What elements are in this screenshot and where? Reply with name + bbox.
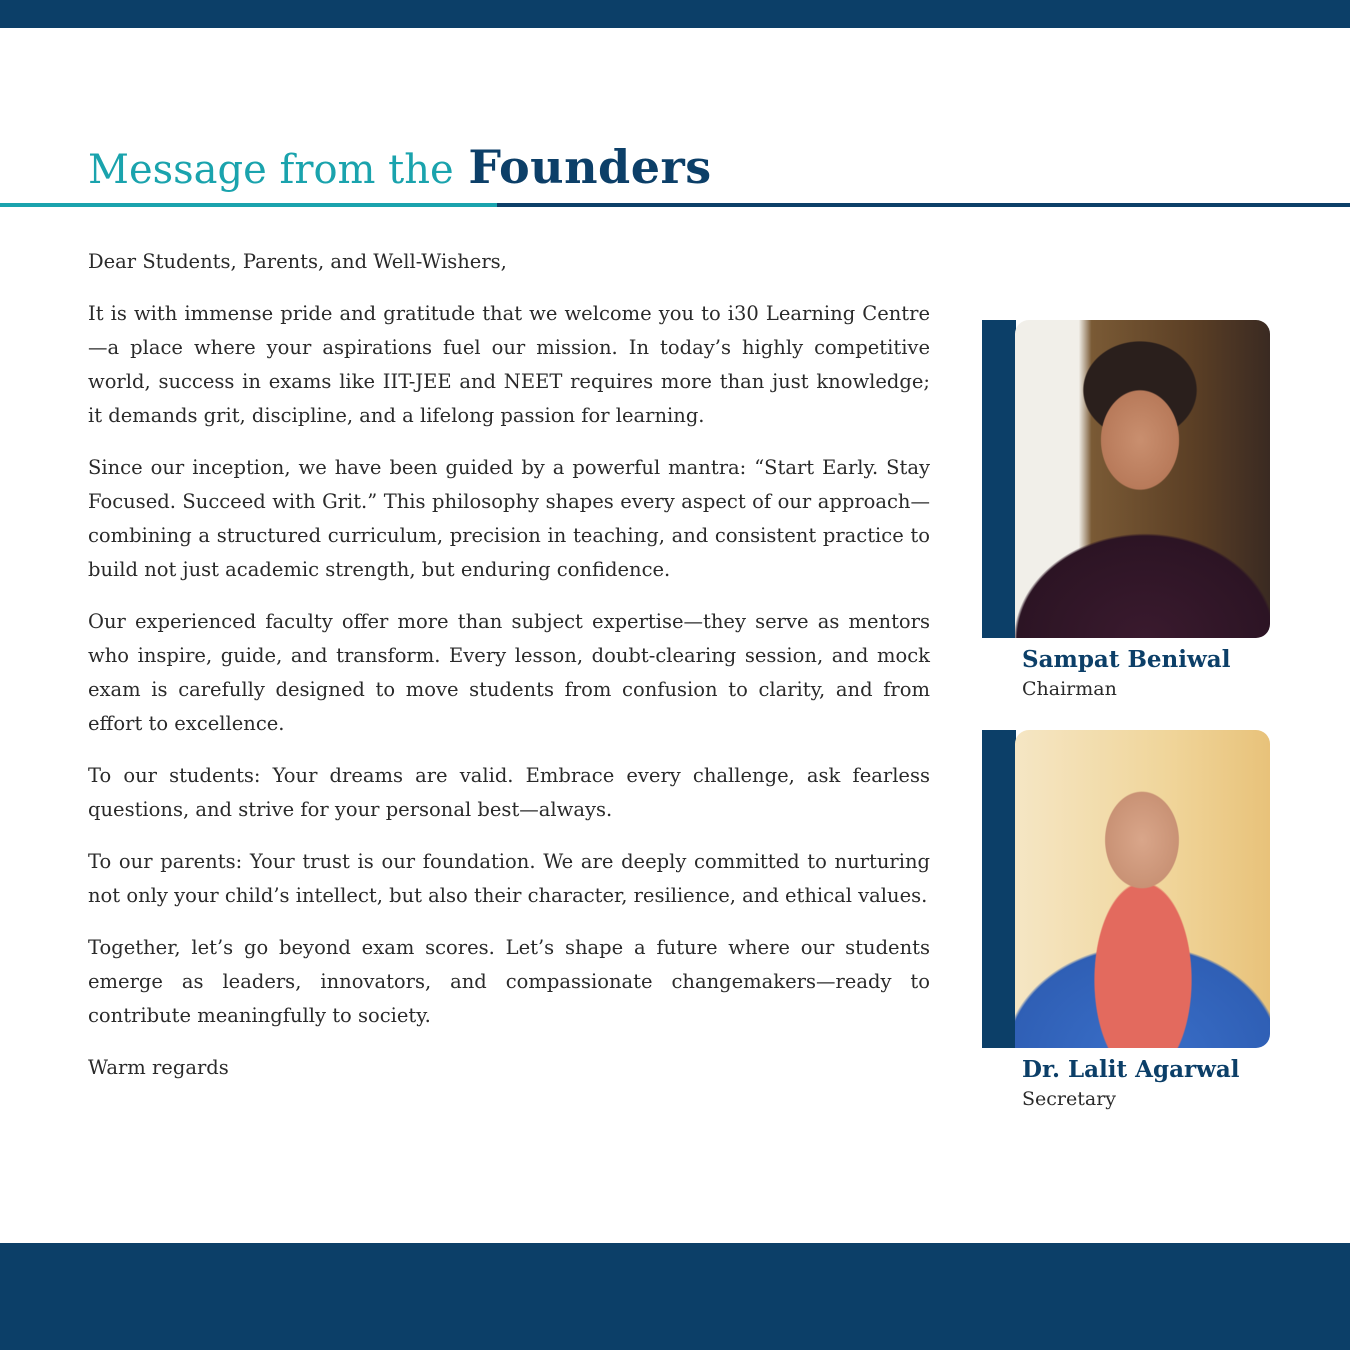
founder-role: Chairman bbox=[1022, 678, 1117, 700]
secretary-photo bbox=[1015, 730, 1270, 1048]
accent-bar bbox=[982, 730, 1016, 1048]
bottom-banner bbox=[0, 1243, 1350, 1350]
paragraph: Our experienced faculty offer more than subject expertise—they serve as mentors who inspire, guide, and transform. Every lesson, doubt-clearing session, and mock exam is carefully designed to move students from confusion to clarity, and from effort to excellence. bbox=[88, 610, 930, 735]
paragraph: To our parents: Your trust is our foundation. We are deeply committed to nurturing not only your child’s intellect, but also their character, resilience, and ethical values. bbox=[88, 850, 930, 907]
founder-name: Dr. Lalit Agarwal bbox=[1022, 1056, 1240, 1083]
closing: Warm regards bbox=[88, 1056, 229, 1079]
top-banner bbox=[0, 0, 1350, 28]
paragraph: To our students: Your dreams are valid. Embrace every challenge, ask fearless questions, and strive for your personal best—always. bbox=[88, 764, 930, 821]
paragraph: Together, let’s go beyond exam scores. Let’s shape a future where our students emerge as leaders, innovators, and compassionate changemakers—ready to contribute meaningfully to society. bbox=[88, 936, 930, 1027]
chairman-photo bbox=[1015, 320, 1270, 638]
page-title bbox=[88, 140, 712, 194]
salutation: Dear Students, Parents, and Well-Wishers, bbox=[88, 250, 507, 273]
paragraph: Since our inception, we have been guided by a powerful mantra: “Start Early. Stay Focused. Succeed with Grit.” This philosophy shapes every aspect of our approach—combining a structured curriculum, precision in teaching, and consistent practice to build not just academic strength, but enduring confidence. bbox=[88, 456, 930, 581]
founder-role: Secretary bbox=[1022, 1088, 1117, 1110]
title-underline-navy bbox=[497, 203, 1350, 207]
accent-bar bbox=[982, 320, 1016, 638]
title-bold: Founders bbox=[468, 140, 712, 194]
title-underline-teal bbox=[0, 203, 497, 207]
letter-body bbox=[88, 245, 930, 1103]
founder-name: Sampat Beniwal bbox=[1022, 646, 1231, 673]
paragraph: It is with immense pride and gratitude that we welcome you to i30 Learning Centre—a place where your aspirations fuel our mission. In today’s highly competitive world, success in exams like IIT-JEE and NEET requires more than just knowledge; it demands grit, discipline, and a lifelong passion for learning. bbox=[88, 302, 930, 427]
title-light: Message from the bbox=[88, 147, 454, 193]
